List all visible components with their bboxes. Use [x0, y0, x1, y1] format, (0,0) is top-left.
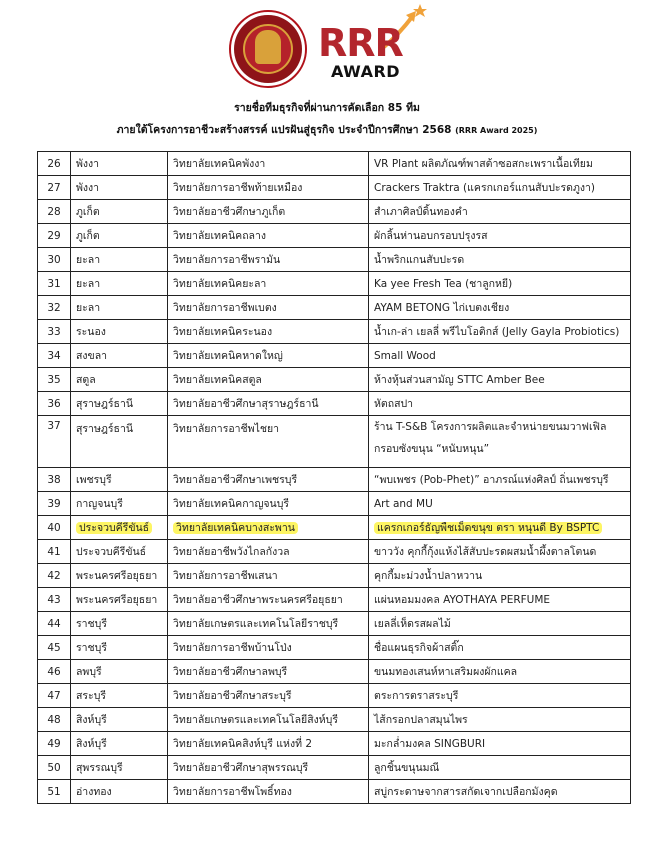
product-cell — [369, 272, 631, 296]
row-number-text: 40 — [47, 521, 61, 534]
college-cell-text: วิทยาลัยเทคนิคยะลา — [173, 278, 267, 290]
college-cell-text: วิทยาลัยเทคนิคระนอง — [173, 326, 273, 338]
table-row — [38, 588, 631, 612]
province-cell-text: ยะลา — [76, 278, 101, 290]
row-number-text: 44 — [47, 617, 61, 630]
province-cell — [71, 248, 168, 272]
college-cell — [168, 152, 369, 176]
province-cell-text: ภูเก็ต — [76, 230, 100, 242]
province-cell-text: พังงา — [76, 158, 100, 170]
rrr-award-logo — [318, 23, 418, 91]
province-cell-text: ยะลา — [76, 254, 101, 266]
college-cell-text: วิทยาลัยอาชีวศึกษาเพชรบุรี — [173, 474, 298, 486]
product-cell-text: เยลลี่เห็ดรสผลไม้ — [374, 618, 451, 630]
row-number — [38, 416, 71, 468]
row-number-text: 26 — [47, 157, 61, 170]
product-cell — [369, 588, 631, 612]
product-cell — [369, 200, 631, 224]
province-cell — [71, 392, 168, 416]
product-cell-text: ผักลิ้นห่านอบกรอบปรุงรส — [374, 230, 488, 242]
college-cell — [168, 708, 369, 732]
product-cell-text: Small Wood — [374, 349, 436, 362]
row-number — [38, 492, 71, 516]
product-cell-text: ขาววัง คุกกี้กุ้งแห้งไส้สับปะรดผสมน้ำผึ้งตาลโตนด — [374, 546, 597, 558]
row-number — [38, 732, 71, 756]
product-cell-text: สำเภาศิลป์ดิ้นทองคำ — [374, 206, 468, 218]
table-row — [38, 780, 631, 804]
product-cell-text: คุกกี้มะม่วงน้ำปลาหวาน — [374, 570, 483, 582]
college-cell — [168, 612, 369, 636]
row-number-text: 43 — [47, 593, 61, 606]
college-cell-text: วิทยาลัยอาชีวศึกษาสุราษฎร์ธานี — [173, 398, 319, 410]
college-cell-text: วิทยาลัยเทคนิคหาดใหญ่ — [173, 350, 283, 362]
province-cell — [71, 492, 168, 516]
province-cell-text: สิงห์บุรี — [76, 714, 107, 726]
table-row — [38, 320, 631, 344]
row-number — [38, 344, 71, 368]
table-row — [38, 368, 631, 392]
document-subtitle — [0, 121, 654, 138]
product-cell — [369, 468, 631, 492]
province-cell — [71, 152, 168, 176]
row-number — [38, 684, 71, 708]
row-number-text: 48 — [47, 713, 61, 726]
row-number-text: 42 — [47, 569, 61, 582]
row-number — [38, 320, 71, 344]
province-cell-text: ภูเก็ต — [76, 206, 100, 218]
row-number — [38, 248, 71, 272]
college-cell — [168, 732, 369, 756]
province-cell-text: เพชรบุรี — [76, 474, 112, 486]
row-number — [38, 564, 71, 588]
award-logo-text: AWARD — [331, 62, 401, 81]
college-cell-text: วิทยาลัยการอาชีพเบตง — [173, 302, 277, 314]
row-number-text: 34 — [47, 349, 61, 362]
product-cell-text: สบู่กระดาษจากสารสกัดเจากเปลือกมังคุด — [374, 786, 558, 798]
product-cell — [369, 540, 631, 564]
row-number-text: 32 — [47, 301, 61, 314]
province-cell-text: พระนครศรีอยุธยา — [76, 594, 158, 606]
vocational-education-seal-logo — [229, 10, 307, 88]
province-cell — [71, 684, 168, 708]
product-cell-text: ลูกชิ้นขนุนมณี — [374, 762, 440, 774]
college-cell — [168, 224, 369, 248]
province-cell-text: สุราษฎร์ธานี — [76, 423, 134, 435]
province-cell-text: สตูล — [76, 374, 96, 386]
product-cell-text: น้ำเก-ล่า เยลลี่ พรีไบโอติกส์ (Jelly Gayla Probiotics) — [374, 326, 620, 338]
province-cell — [71, 224, 168, 248]
college-cell — [168, 416, 369, 468]
college-cell — [168, 516, 369, 540]
college-cell — [168, 660, 369, 684]
table-row — [38, 756, 631, 780]
college-cell-text: วิทยาลัยอาชีวศึกษาพระนครศรีอยุธยา — [173, 594, 343, 606]
table-row — [38, 200, 631, 224]
province-cell — [71, 540, 168, 564]
row-number — [38, 612, 71, 636]
teams-table — [37, 151, 631, 804]
college-cell — [168, 636, 369, 660]
product-cell-text: มะกล่ำมงคล SINGBURI — [374, 738, 486, 750]
college-cell-text: วิทยาลัยเทคนิคบางสะพาน — [173, 522, 298, 534]
province-cell-text: ระนอง — [76, 326, 106, 338]
college-cell — [168, 344, 369, 368]
college-cell-text: วิทยาลัยการอาชีพท้ายเหมือง — [173, 182, 303, 194]
table-row — [38, 540, 631, 564]
row-number — [38, 392, 71, 416]
product-cell — [369, 732, 631, 756]
product-cell — [369, 636, 631, 660]
province-cell — [71, 612, 168, 636]
product-cell-text: แครกเกอร์ธัญพืชเม็ดขนุข ตรา หนุนดี By BSPTC — [374, 522, 602, 534]
rrr-logo-text: RRR — [318, 21, 403, 65]
product-cell — [369, 684, 631, 708]
row-number-text: 46 — [47, 665, 61, 678]
product-cell — [369, 492, 631, 516]
subtitle-main: ภายใต้โครงการอาชีวะสร้างสรรค์ แปรฝันสู่ธุรกิจ ประจำปีการศึกษา 2568 — [116, 124, 452, 136]
province-cell-text: สิงห์บุรี — [76, 738, 107, 750]
row-number — [38, 660, 71, 684]
province-cell — [71, 516, 168, 540]
table-row — [38, 612, 631, 636]
province-cell — [71, 176, 168, 200]
province-cell-text: ราชบุรี — [76, 642, 107, 654]
row-number — [38, 588, 71, 612]
college-cell-text: วิทยาลัยอาชีวศึกษาสระบุรี — [173, 690, 292, 702]
product-cell-text: VR Plant ผลิตภัณฑ์พาสต้าซอสกะเพราเนื้อเทียม — [374, 158, 593, 170]
product-cell — [369, 756, 631, 780]
province-cell-text: สุราษฎร์ธานี — [76, 398, 134, 410]
province-cell — [71, 272, 168, 296]
subtitle-suffix: (RRR Award 2025) — [455, 126, 538, 135]
college-cell — [168, 588, 369, 612]
product-cell — [369, 320, 631, 344]
row-number-text: 33 — [47, 325, 61, 338]
college-cell-text: วิทยาลัยเทคนิคสิงห์บุรี แห่งที่ 2 — [173, 738, 313, 750]
product-cell — [369, 612, 631, 636]
header-logos — [0, 3, 654, 91]
row-number — [38, 296, 71, 320]
province-cell-text: ลพบุรี — [76, 666, 102, 678]
college-cell — [168, 540, 369, 564]
province-cell — [71, 564, 168, 588]
province-cell-text: พระนครศรีอยุธยา — [76, 570, 158, 582]
row-number-text: 45 — [47, 641, 61, 654]
row-number — [38, 540, 71, 564]
row-number-text: 35 — [47, 373, 61, 386]
college-cell-text: วิทยาลัยการอาชีพเสนา — [173, 570, 278, 582]
table-row — [38, 176, 631, 200]
college-cell-text: วิทยาลัยการอาชีพบ้านโป่ง — [173, 642, 292, 654]
college-cell — [168, 368, 369, 392]
table-row — [38, 684, 631, 708]
college-cell-text: วิทยาลัยเทคนิคถลาง — [173, 230, 267, 242]
college-cell-text: วิทยาลัยอาชีพวังไกลกังวล — [173, 546, 290, 558]
product-cell — [369, 176, 631, 200]
row-number — [38, 368, 71, 392]
row-number — [38, 756, 71, 780]
product-cell — [369, 516, 631, 540]
college-cell — [168, 564, 369, 588]
college-cell-text: วิทยาลัยการอาชีพรามัน — [173, 254, 281, 266]
product-cell — [369, 660, 631, 684]
product-cell-text: ชื่อแผนธุรกิจผ้าสติ๊ก — [374, 642, 464, 654]
table-row — [38, 296, 631, 320]
college-cell — [168, 492, 369, 516]
province-cell-text: ราชบุรี — [76, 618, 107, 630]
province-cell — [71, 416, 168, 468]
product-cell-text: Art and MU — [374, 497, 433, 510]
table-row — [38, 152, 631, 176]
table-row — [38, 636, 631, 660]
province-cell-text: ยะลา — [76, 302, 101, 314]
product-cell-text: หัตถสปา — [374, 398, 414, 410]
row-number-text: 29 — [47, 229, 61, 242]
college-cell-text: วิทยาลัยอาชีวศึกษาลพบุรี — [173, 666, 288, 678]
college-cell-text: วิทยาลัยการอาชีพโพธิ์ทอง — [173, 786, 292, 798]
product-cell-text: AYAM BETONG ไก่เบตงเชียง — [374, 302, 510, 314]
row-number — [38, 708, 71, 732]
product-cell-text: ห้างหุ้นส่วนสามัญ STTC Amber Bee — [374, 374, 545, 386]
province-cell-text: อ่างทอง — [76, 786, 112, 798]
row-number — [38, 152, 71, 176]
table-row — [38, 660, 631, 684]
province-cell-text: สงขลา — [76, 350, 108, 362]
row-number — [38, 468, 71, 492]
table-row — [38, 392, 631, 416]
province-cell-text: กาญจนบุรี — [76, 498, 123, 510]
college-cell-text: วิทยาลัยการอาชีพไชยา — [173, 423, 280, 435]
row-number-text: 28 — [47, 205, 61, 218]
province-cell-text: พังงา — [76, 182, 100, 194]
college-cell — [168, 248, 369, 272]
province-cell — [71, 296, 168, 320]
province-cell-text: สุพรรณบุรี — [76, 762, 123, 774]
province-cell — [71, 344, 168, 368]
province-cell — [71, 732, 168, 756]
table-row — [38, 708, 631, 732]
province-cell — [71, 320, 168, 344]
product-cell — [369, 224, 631, 248]
row-number-text: 36 — [47, 397, 61, 410]
college-cell-text: วิทยาลัยเทคนิคกาญจนบุรี — [173, 498, 290, 510]
province-cell — [71, 660, 168, 684]
table-row — [38, 248, 631, 272]
row-number — [38, 516, 71, 540]
product-cell — [369, 368, 631, 392]
product-cell — [369, 780, 631, 804]
product-cell-text: ไส้กรอกปลาสมุนไพร — [374, 714, 468, 726]
college-cell — [168, 272, 369, 296]
product-cell — [369, 416, 631, 468]
row-number-text: 27 — [47, 181, 61, 194]
product-cell — [369, 708, 631, 732]
row-number-text: 30 — [47, 253, 61, 266]
product-cell-text: Ka yee Fresh Tea (ชาลูกหยี) — [374, 278, 513, 290]
row-number — [38, 636, 71, 660]
province-cell-text: ประจวบคีรีขันธ์ — [76, 522, 152, 534]
province-cell — [71, 588, 168, 612]
table-row — [38, 344, 631, 368]
college-cell — [168, 684, 369, 708]
table-row — [38, 416, 631, 468]
table-row — [38, 732, 631, 756]
product-cell-text: ร้าน T-S&B โครงการผลิตและจำหน่ายขนมวาฟเฟิลกรอบซังขนุน “หนับหนุน” — [374, 421, 607, 455]
college-cell — [168, 296, 369, 320]
row-number-text: 31 — [47, 277, 61, 290]
college-cell — [168, 176, 369, 200]
row-number — [38, 176, 71, 200]
product-cell — [369, 564, 631, 588]
table-row — [38, 224, 631, 248]
product-cell-text: แผ่นหอมมงคล AYOTHAYA PERFUME — [374, 594, 551, 606]
document-title: รายชื่อทีมธุรกิจที่ผ่านการคัดเลือก 85 ทีม — [234, 102, 420, 114]
province-cell — [71, 368, 168, 392]
product-cell-text: “พบเพชร (Pob-Phet)” อาภรณ์แห่งศิลป์ ถิ่นเพชรบุรี — [374, 474, 609, 486]
college-cell-text: วิทยาลัยอาชีวศึกษาภูเก็ต — [173, 206, 286, 218]
product-cell — [369, 392, 631, 416]
product-cell — [369, 152, 631, 176]
college-cell — [168, 780, 369, 804]
table-row — [38, 516, 631, 540]
product-cell-text: ขนมทองเสนห์หาเสริมผงผักแคล — [374, 666, 518, 678]
college-cell — [168, 392, 369, 416]
table-row — [38, 492, 631, 516]
province-cell — [71, 708, 168, 732]
college-cell-text: วิทยาลัยเกษตรและเทคโนโลยีสิงห์บุรี — [173, 714, 338, 726]
row-number — [38, 780, 71, 804]
table-row — [38, 468, 631, 492]
college-cell-text: วิทยาลัยอาชีวศึกษาสุพรรณบุรี — [173, 762, 309, 774]
college-cell — [168, 756, 369, 780]
product-cell-text: น้ำพริกแกนสับปะรด — [374, 254, 465, 266]
table-row — [38, 564, 631, 588]
table-row — [38, 272, 631, 296]
row-number-text: 50 — [47, 761, 61, 774]
row-number-text: 38 — [47, 473, 61, 486]
college-cell-text: วิทยาลัยเทคนิคสตูล — [173, 374, 262, 386]
product-cell — [369, 296, 631, 320]
product-cell-text: ตระการตราสระบุรี — [374, 690, 459, 702]
product-cell — [369, 344, 631, 368]
row-number-text: 47 — [47, 689, 61, 702]
college-cell — [168, 320, 369, 344]
province-cell-text: ประจวบคีรีขันธ์ — [76, 546, 147, 558]
province-cell — [71, 200, 168, 224]
row-number-text: 41 — [47, 545, 61, 558]
product-cell-text: Crackers Traktra (แครกเกอร์แกนสับปะรดภูงา) — [374, 182, 596, 194]
province-cell — [71, 468, 168, 492]
row-number-text: 49 — [47, 737, 61, 750]
college-cell-text: วิทยาลัยเกษตรและเทคโนโลยีราชบุรี — [173, 618, 339, 630]
province-cell — [71, 636, 168, 660]
product-cell — [369, 248, 631, 272]
college-cell — [168, 468, 369, 492]
province-cell-text: สระบุรี — [76, 690, 106, 702]
row-number-text: 37 — [47, 420, 61, 432]
college-cell-text: วิทยาลัยเทคนิคพังงา — [173, 158, 266, 170]
row-number — [38, 224, 71, 248]
row-number-text: 51 — [47, 785, 61, 798]
row-number — [38, 200, 71, 224]
college-cell — [168, 200, 369, 224]
row-number-text: 39 — [47, 497, 61, 510]
province-cell — [71, 780, 168, 804]
row-number — [38, 272, 71, 296]
province-cell — [71, 756, 168, 780]
